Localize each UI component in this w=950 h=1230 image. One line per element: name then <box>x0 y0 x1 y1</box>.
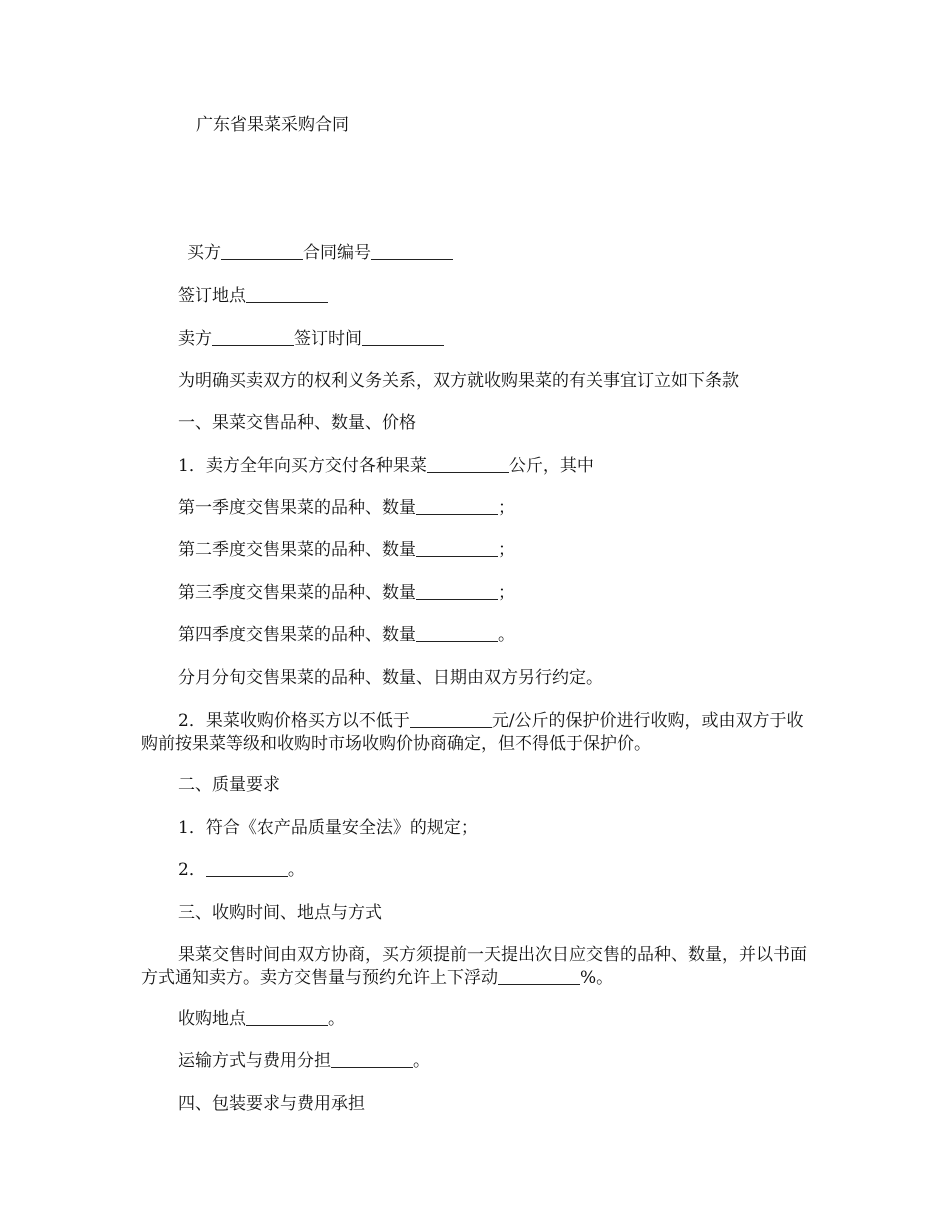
section-3-heading: 三、收购时间、地点与方式 <box>178 903 382 923</box>
sign-place-label: 签订地点 <box>178 286 246 306</box>
item-1-text: 1．卖方全年向买方交付各种果菜 <box>178 456 427 476</box>
q3-blank <box>416 582 498 600</box>
q4-blank <box>416 624 498 642</box>
section-4-heading: 四、包装要求与费用承担 <box>178 1094 365 1114</box>
item-2-text: 2．果菜收购价格买方以不低于 <box>178 711 410 731</box>
quality-blank <box>206 859 288 877</box>
quality-item-2-end: 。 <box>287 860 305 880</box>
monthly-schedule-text: 分月分旬交售果菜的品种、数量、日期由双方另行约定。 <box>178 668 603 688</box>
purchase-place-label: 收购地点 <box>178 1009 246 1029</box>
transport-blank <box>331 1050 413 1068</box>
delivery-time-suffix: %。 <box>580 968 614 988</box>
annual-quantity-blank <box>427 455 509 473</box>
q1-end: ； <box>498 498 515 518</box>
contract-no-label: 合同编号 <box>303 243 371 263</box>
buyer-blank <box>221 242 303 260</box>
section-2-item-1: 1．符合《农产品质量安全法》的规定； <box>178 818 478 838</box>
price-blank <box>410 710 492 728</box>
buyer-label: 买方 <box>187 243 221 263</box>
q1-text: 第一季度交售果菜的品种、数量 <box>178 498 416 518</box>
transport-label: 运输方式与费用分担 <box>178 1051 331 1071</box>
section-1-item-1 <box>178 455 594 477</box>
q3-line <box>178 582 515 604</box>
sign-place-line <box>178 285 328 307</box>
contract-no-blank <box>371 242 453 260</box>
q1-blank <box>416 497 498 515</box>
sign-place-blank <box>246 285 328 303</box>
section-2-heading: 二、质量要求 <box>178 775 280 795</box>
q2-line <box>178 539 515 561</box>
q2-end: ； <box>498 540 515 560</box>
intro-paragraph: 为明确买卖双方的权利义务关系，双方就收购果菜的有关事宜订立如下条款 <box>178 371 739 391</box>
q3-end: ； <box>498 583 515 603</box>
q2-blank <box>416 539 498 557</box>
transport-line <box>178 1050 430 1072</box>
section-1-heading: 一、果菜交售品种、数量、价格 <box>178 413 416 433</box>
q4-end: 。 <box>498 625 515 645</box>
section-2-item-2 <box>178 859 305 881</box>
sign-time-label: 签订时间 <box>294 329 362 349</box>
document-title: 广东省果菜采购合同 <box>196 115 349 135</box>
transport-end: 。 <box>413 1051 430 1071</box>
q4-line <box>178 624 515 646</box>
seller-blank <box>212 328 294 346</box>
purchase-place-blank <box>246 1008 328 1026</box>
item-1-suffix: 公斤，其中 <box>508 456 594 476</box>
q4-text: 第四季度交售果菜的品种、数量 <box>178 625 416 645</box>
float-percent-blank <box>498 967 580 985</box>
seller-sign-time-line <box>178 328 444 350</box>
item-2-suffix: 元/公斤的保护价进行收购，或由双方于收购前按果菜等级和收购时市场收购价协商确定，但不得低于保护价。 <box>141 711 804 754</box>
delivery-time-text: 果菜交售时间由双方协商，买方须提前一天提出次日应交售的品种、数量，并以书面方式通知卖方。卖方交售量与预约允许上下浮动 <box>141 945 807 988</box>
seller-label: 卖方 <box>178 329 212 349</box>
q1-line <box>178 497 515 519</box>
q2-text: 第二季度交售果菜的品种、数量 <box>178 540 416 560</box>
section-3-paragraph <box>141 944 813 990</box>
purchase-place-line <box>178 1008 345 1030</box>
purchase-place-end: 。 <box>328 1009 345 1029</box>
sign-time-blank <box>362 328 444 346</box>
q3-text: 第三季度交售果菜的品种、数量 <box>178 583 416 603</box>
section-1-item-2 <box>141 710 813 756</box>
buyer-contract-no-line <box>187 242 453 264</box>
quality-item-2-number: 2． <box>178 860 206 880</box>
